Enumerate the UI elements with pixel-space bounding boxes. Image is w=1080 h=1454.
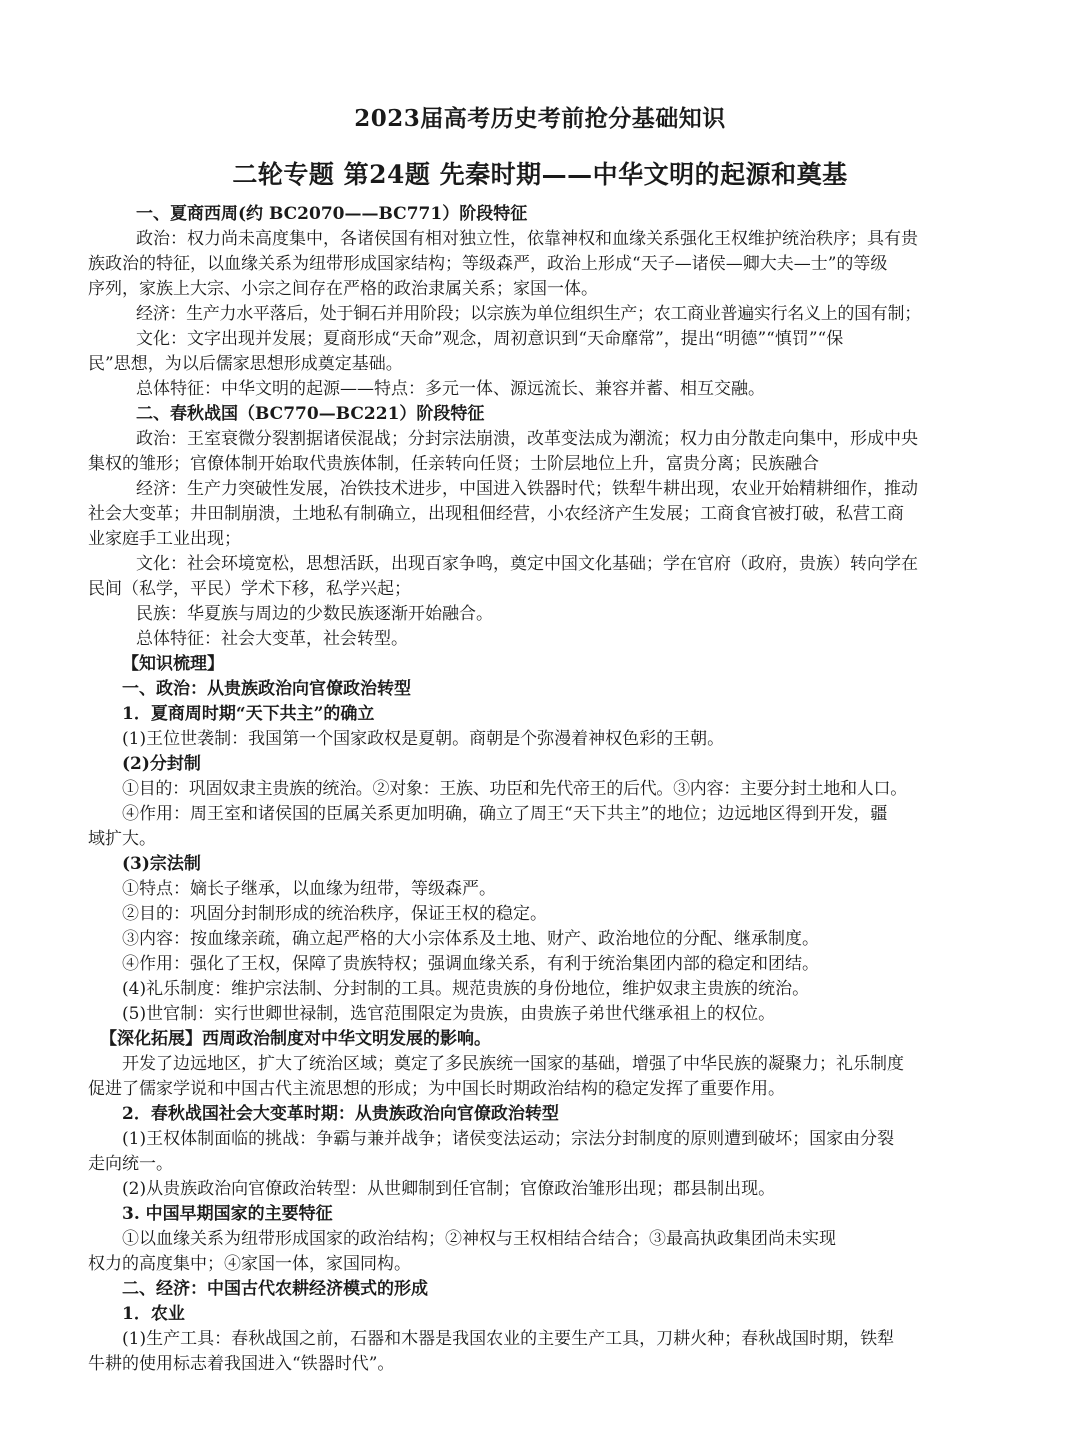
paragraph-line: ①特点：嫡长子继承，以血缘为纽带，等级森严。 (122, 879, 496, 899)
paragraph-line: 域扩大。 (88, 829, 156, 849)
section-heading: 二、春秋战国（BC770—BC221）阶段特征 (136, 404, 485, 424)
paragraph-line: ②目的：巩固分封制形成的统治秩序，保证王权的稳定。 (122, 904, 547, 924)
paragraph-line: (1)王权体制面临的挑战：争霸与兼并战争；诸侯变法运动；宗法分封制度的原则遭到破坏；国家由分裂 (122, 1129, 895, 1149)
document-body (88, 202, 998, 1377)
paragraph-line: (1)王位世袭制：我国第一个国家政权是夏朝。商朝是个弥漫着神权色彩的王朝。 (122, 729, 725, 749)
paragraph-line: 民”思想，为以后儒家思想形成奠定基础。 (88, 354, 403, 374)
subsection-heading: (3)宗法制 (122, 854, 201, 874)
paragraph-line: 促进了儒家学说和中国古代主流思想的形成；为中国长时期政治结构的稳定发挥了重要作用。 (88, 1079, 785, 1099)
paragraph-line: 走向统一。 (88, 1154, 173, 1174)
paragraph-line: 序列，家族上大宗、小宗之间存在严格的政治隶属关系；家国一体。 (88, 279, 598, 299)
document-subtitle: 二轮专题 第24题 先秦时期——中华文明的起源和奠基 (232, 160, 848, 189)
paragraph-line: 集权的雏形；官僚体制开始取代贵族体制，任亲转向任贤；士阶层地位上升，富贵分离；民族融合 (88, 454, 819, 474)
paragraph-line: 权力的高度集中；④家国一体，家国同构。 (88, 1254, 411, 1274)
subsection-heading: 2．春秋战国社会大变革时期：从贵族政治向官僚政治转型 (122, 1104, 559, 1124)
paragraph-line: ①目的：巩固奴隶主贵族的统治。②对象：王族、功臣和先代帝王的后代。③内容：主要分封土地和人口。 (122, 779, 907, 799)
paragraph-line: ④作用：周王室和诸侯国的臣属关系更加明确，确立了周王“天下共主”的地位；边远地区得到开发，疆 (122, 804, 888, 824)
paragraph-line: (5)世官制：实行世卿世禄制，选官范围限定为贵族，由贵族子弟世代继承祖上的权位。 (122, 1004, 776, 1024)
subsection-heading: (2)分封制 (122, 754, 201, 774)
document-title: 2023届高考历史考前抢分基础知识 (354, 105, 726, 132)
paragraph-line: 民间（私学，平民）学术下移，私学兴起； (88, 579, 411, 599)
paragraph-line: 总体特征：社会大变革，社会转型。 (136, 629, 408, 649)
section-heading: 一、夏商西周(约 BC2070——BC771）阶段特征 (136, 204, 528, 224)
paragraph-line: 开发了边远地区，扩大了统治区域；奠定了多民族统一国家的基础，增强了中华民族的凝聚力；礼乐制度 (122, 1054, 904, 1074)
paragraph-line: 业家庭手工业出现； (88, 529, 241, 549)
paragraph-line: 族政治的特征，以血缘关系为纽带形成国家结构；等级森严，政治上形成“天子—诸侯—卿大夫—士”的等级 (88, 254, 888, 274)
section-heading: 二、经济：中国古代农耕经济模式的形成 (122, 1279, 428, 1299)
paragraph-line: (1)生产工具：春秋战国之前，石器和木器是我国农业的主要生产工具，刀耕火种；春秋战国时期，铁犁 (122, 1329, 895, 1349)
paragraph-line: 社会大变革；井田制崩溃，土地私有制确立，出现租佃经营，小农经济产生发展；工商食官被打破，私营工商 (88, 504, 904, 524)
paragraph-line: 总体特征：中华文明的起源——特点：多元一体、源远流长、兼容并蓄、相互交融。 (136, 379, 765, 399)
paragraph-line: (2)从贵族政治向官僚政治转型：从世卿制到任官制；官僚政治雏形出现；郡县制出现。 (122, 1179, 776, 1199)
paragraph-line: 政治：王室衰微分裂割据诸侯混战；分封宗法崩溃，改革变法成为潮流；权力由分散走向集中，形成中央 (136, 429, 918, 449)
paragraph-line: ①以血缘关系为纽带形成国家的政治结构；②神权与王权相结合结合；③最高执政集团尚未实现 (122, 1229, 836, 1249)
subsection-heading: 1．夏商周时期“天下共主”的确立 (122, 704, 375, 724)
subsection-heading: 1．农业 (122, 1304, 185, 1324)
paragraph-line: 牛耕的使用标志着我国进入“铁器时代”。 (88, 1354, 395, 1374)
paragraph-line: 政治：权力尚未高度集中，各诸侯国有相对独立性，依靠神权和血缘关系强化王权维护统治秩序；具有贵 (136, 229, 918, 249)
section-heading: 【深化拓展】西周政治制度对中华文明发展的影响。 (100, 1029, 491, 1049)
paragraph-line: 文化：文字出现并发展；夏商形成“天命”观念，周初意识到“天命靡常”，提出“明德”“慎罚”“保 (136, 329, 844, 349)
paragraph-line: 文化：社会环境宽松，思想活跃，出现百家争鸣，奠定中国文化基础；学在官府（政府，贵族）转向学在 (136, 554, 918, 574)
section-heading: 一、政治：从贵族政治向官僚政治转型 (122, 679, 411, 699)
paragraph-line: ③内容：按血缘亲疏，确立起严格的大小宗体系及土地、财产、政治地位的分配、继承制度。 (122, 929, 819, 949)
paragraph-line: 经济：生产力水平落后，处于铜石并用阶段；以宗族为单位组织生产；农工商业普遍实行名义上的国有制； (136, 304, 921, 324)
section-heading: 【知识梳理】 (122, 654, 224, 674)
paragraph-line: (4)礼乐制度：维护宗法制、分封制的工具。规范贵族的身份地位，维护奴隶主贵族的统治。 (122, 979, 810, 999)
subsection-heading: 3. 中国早期国家的主要特征 (122, 1204, 333, 1224)
paragraph-line: ④作用：强化了王权，保障了贵族特权；强调血缘关系，有利于统治集团内部的稳定和团结。 (122, 954, 819, 974)
paragraph-line: 民族：华夏族与周边的少数民族逐渐开始融合。 (136, 604, 493, 624)
paragraph-line: 经济：生产力突破性发展，冶铁技术进步，中国进入铁器时代；铁犁牛耕出现，农业开始精耕细作，推动 (136, 479, 918, 499)
